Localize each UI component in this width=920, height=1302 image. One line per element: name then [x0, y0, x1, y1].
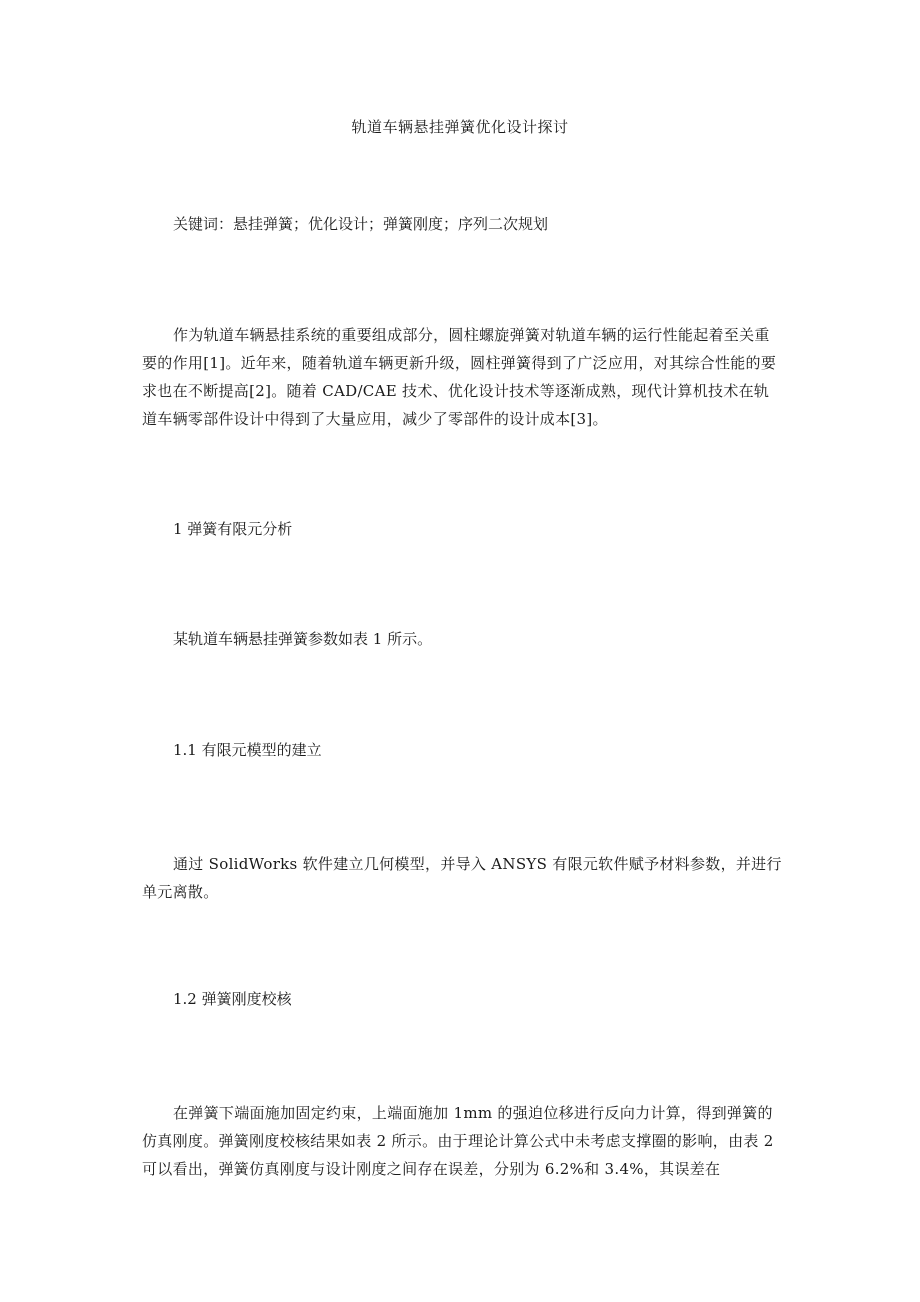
keywords-line: 关键词：悬挂弹簧；优化设计；弹簧刚度；序列二次规划: [173, 215, 549, 233]
section-1-1-paragraph: 通过 SolidWorks 软件建立几何模型，并导入 ANSYS 有限元软件赋予材料参数，并进行单元离散。: [142, 855, 782, 901]
intro-paragraph: 作为轨道车辆悬挂系统的重要组成部分，圆柱螺旋弹簧对轨道车辆的运行性能起着至关重要的作用[1]。近年来，随着轨道车辆更新升级，圆柱弹簧得到了广泛应用，对其综合性能的要求也在不断提高[2]。随着 CAD/CAE 技术、优化设计技术等逐渐成熟，现代计算机技术在轨道车辆零部件设计中得到了大量应用，减少了零部件的设计成本[3]。: [142, 326, 777, 428]
section-1-2-heading: 1.2 弹簧刚度校核: [173, 990, 292, 1008]
section-1-1-heading: 1.1 有限元模型的建立: [173, 741, 322, 759]
section-1-paragraph: 某轨道车辆悬挂弹簧参数如表 1 所示。: [173, 630, 433, 648]
section-1-2-paragraph: 在弹簧下端面施加固定约束，上端面施加 1mm 的强迫位移进行反向力计算，得到弹簧的仿真刚度。弹簧刚度校核结果如表 2 所示。由于理论计算公式中未考虑支撑圈的影响，由表 2 可以看出，弹簧仿真刚度与设计刚度之间存在误差，分别为 6.2%和 3.4%，其误差在: [142, 1104, 774, 1178]
document-title: 轨道车辆悬挂弹簧优化设计探讨: [351, 118, 569, 136]
section-1-heading: 1 弹簧有限元分析: [173, 520, 293, 538]
